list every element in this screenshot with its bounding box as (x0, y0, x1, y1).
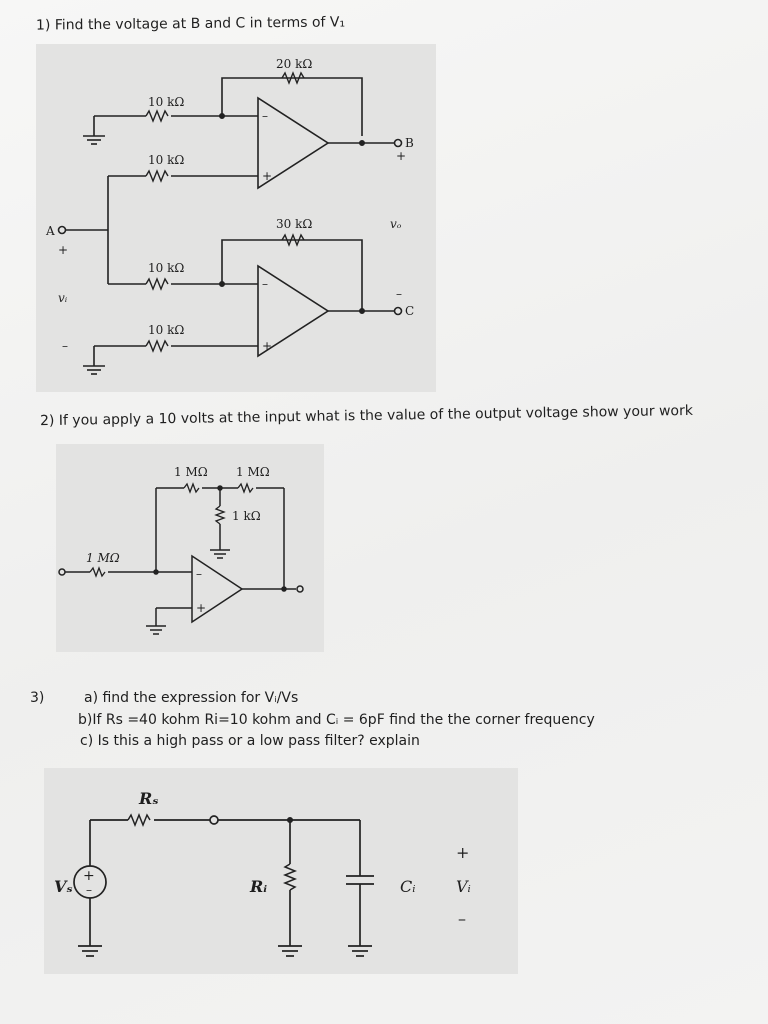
rs-label: Rₛ (139, 789, 159, 808)
resistor-20k-label: 20 kΩ (276, 57, 313, 71)
circuit-1-diagram (36, 44, 436, 392)
node-a-plus: + (58, 243, 69, 257)
ci-label: Cᵢ (400, 877, 416, 896)
circuit-2-schematic (56, 444, 324, 652)
source-minus: – (86, 883, 92, 897)
question-2-text: 2) If you apply a 10 volts at the input what is the value of the output voltage show your work (39, 402, 694, 430)
t-resistor-1-label: 1 MΩ (174, 465, 208, 479)
input-vi-label: vᵢ (58, 291, 68, 305)
t-resistor-2-label: 1 MΩ (236, 465, 270, 479)
vi-label: Vᵢ (456, 877, 471, 896)
resistor-10k-2-label: 10 kΩ (148, 153, 185, 167)
opamp-plus: + (196, 601, 207, 615)
question-3-number: 3) (30, 690, 45, 706)
node-a-label: A (46, 224, 55, 238)
opamp-2-minus: – (262, 277, 268, 291)
output-vo-label: vₒ (390, 217, 402, 231)
question-3c-text: c) Is this a high pass or a low pass filter? explain (80, 733, 420, 749)
resistor-30k-label: 30 kΩ (276, 217, 313, 231)
shunt-resistor-label: 1 kΩ (232, 509, 261, 523)
vi-minus: – (458, 909, 466, 928)
question-3a-text: a) find the expression for Vᵢ/Vs (84, 690, 299, 706)
source-plus: + (83, 868, 95, 884)
resistor-10k-1-label: 10 kΩ (148, 95, 185, 109)
node-c-label: C (405, 304, 415, 318)
circuit-2-diagram (56, 444, 324, 652)
opamp-1-plus: + (262, 169, 273, 183)
node-a-minus: – (62, 339, 68, 353)
question-1-text: 1) Find the voltage at B and C in terms of V₁ (35, 14, 346, 34)
ri-label: Rᵢ (250, 877, 268, 896)
circuit-3-schematic (44, 768, 518, 974)
node-b-label: B (405, 136, 414, 150)
vs-label: Vₛ (54, 877, 73, 896)
vi-plus: + (456, 843, 470, 862)
resistor-10k-4-label: 10 kΩ (148, 323, 185, 337)
node-c-minus: – (396, 287, 402, 301)
node-b-plus: + (396, 149, 407, 163)
opamp-minus: – (196, 567, 202, 581)
input-resistor-label: 1 MΩ (86, 551, 120, 565)
resistor-10k-3-label: 10 kΩ (148, 261, 185, 275)
opamp-1-minus: – (262, 109, 268, 123)
circuit-1-schematic (36, 44, 436, 392)
question-3b-text: b)If Rs =40 kohm Ri=10 kohm and Cᵢ = 6pF find the the corner frequency (78, 712, 595, 728)
circuit-3-diagram (44, 768, 518, 974)
opamp-2-plus: + (262, 339, 273, 353)
